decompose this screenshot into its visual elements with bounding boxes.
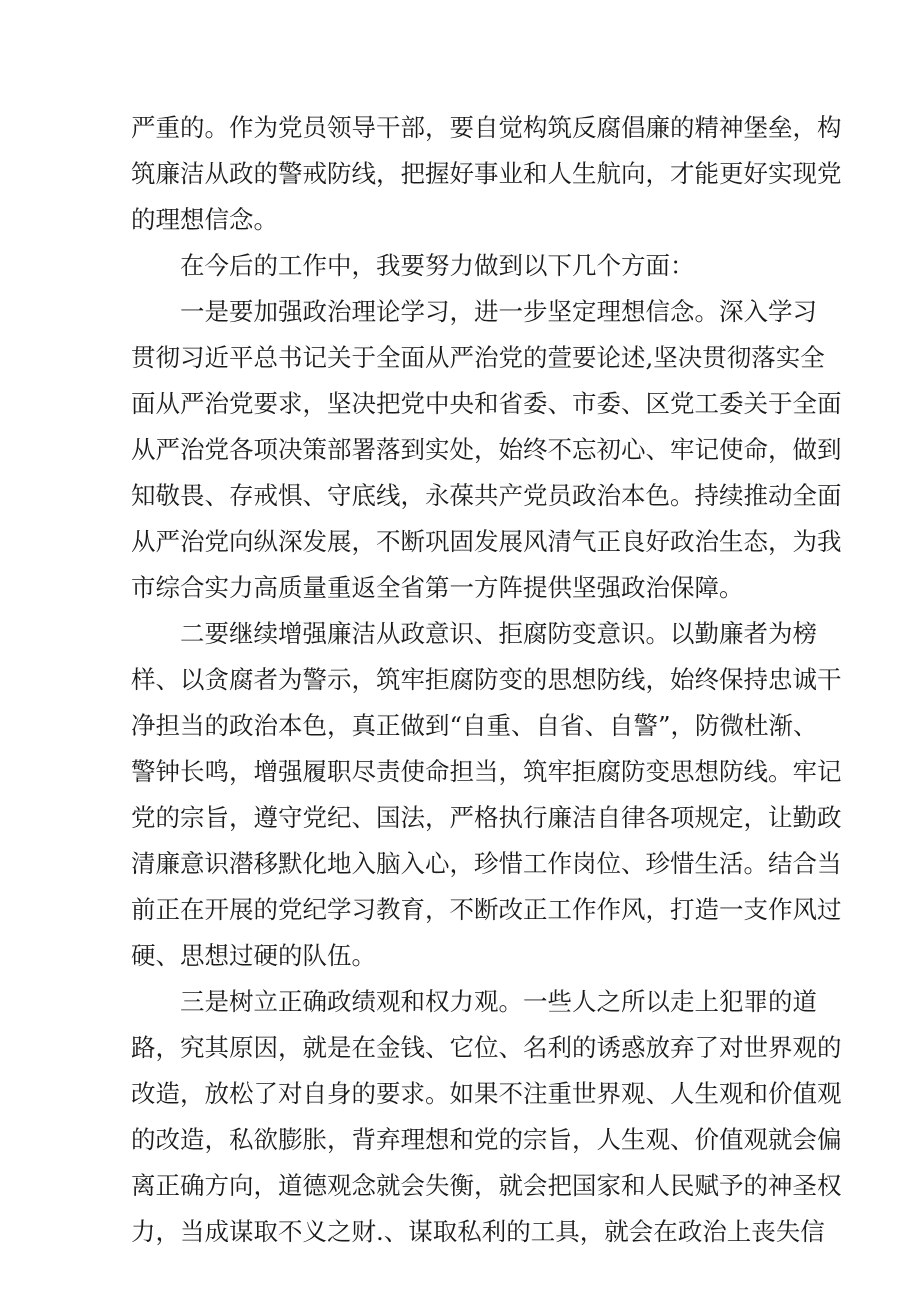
text-line: 筑廉洁从政的警戒防线，把握好事业和人生航向，才能更好实现党 <box>131 159 842 188</box>
text-line: 严重的。作为党员领导干部，要自觉构筑反腐倡廉的精神堡垒，构 <box>131 113 842 142</box>
text-line: 的改造，私欲膨胀，背弃理想和党的宗旨，人生观、价值观就会偏 <box>131 1125 842 1154</box>
text-line: 面从严治党要求，坚决把党中央和省委、市委、区党工委关于全面 <box>131 389 842 418</box>
text-line: 前正在开展的党纪学习教育，不断改正工作作风，打造一支作风过 <box>131 895 842 924</box>
paragraph-intro: 在今后的工作中，我要努力做到以下几个方面： <box>180 251 695 280</box>
text-line: 改造，放松了对自身的要求。如果不注重世界观、人生观和价值观 <box>131 1079 842 1108</box>
text-line: 从严治党向纵深发展，不断巩固发展风清气正良好政治生态，为我 <box>131 527 842 556</box>
text-line: 样、以贪腐者为警示，筑牢拒腐防变的思想防线，始终保持忠诚干 <box>131 665 842 694</box>
text-line: 贯彻习近平总书记关于全面从严治党的萱要论述,坚决贯彻落实全 <box>131 343 825 372</box>
text-line: 党的宗旨，遵守党纪、国法，严格执行廉洁自律各项规定，让勤政 <box>131 803 842 832</box>
text-line: 清廉意识潜移默化地入脑入心，珍惜工作岗位、珍惜生活。结合当 <box>131 849 842 878</box>
text-line: 路，究其原因，就是在金钱、它位、名利的诱惑放弃了对世界观的 <box>131 1033 842 1062</box>
text-line: 警钟长鸣，增强履职尽责使命担当，筑牢拒腐防变思想防线。牢记 <box>131 757 842 786</box>
paragraph-two-heading-line: 二要继续增强廉洁从政意识、拒腐防变意识。以勤廉者为榜 <box>180 619 817 648</box>
paragraph-one-heading-line: 一是要加强政治理论学习，进一步坚定理想信念。深入学习 <box>180 297 817 326</box>
text-line: 的理想信念。 <box>131 205 278 234</box>
text-line: 知敬畏、存戒惧、守底线，永葆共产党员政治本色。持续推动全面 <box>131 481 842 510</box>
text-line: 离正确方向，道德观念就会失衡，就会把国家和人民赋予的神圣权 <box>131 1171 842 1200</box>
paragraph-three-heading-line: 三是树立正确政绩观和权力观。一些人之所以走上犯罪的道 <box>180 987 817 1016</box>
text-line: 从严治党各项决策部署落到实处，始终不忘初心、牢记使命，做到 <box>131 435 842 464</box>
text-line: 力，当成谋取不义之财.、谋取私利的工具，就会在政治上丧失信 <box>131 1217 825 1246</box>
text-line: 净担当的政治本色，真正做到“自重、自省、自警”，防微杜渐、 <box>131 711 818 740</box>
text-line: 市综合实力高质量重返全省第一方阵提供坚强政治保障。 <box>131 573 744 602</box>
text-line: 硬、思想过硬的队伍。 <box>131 941 376 970</box>
